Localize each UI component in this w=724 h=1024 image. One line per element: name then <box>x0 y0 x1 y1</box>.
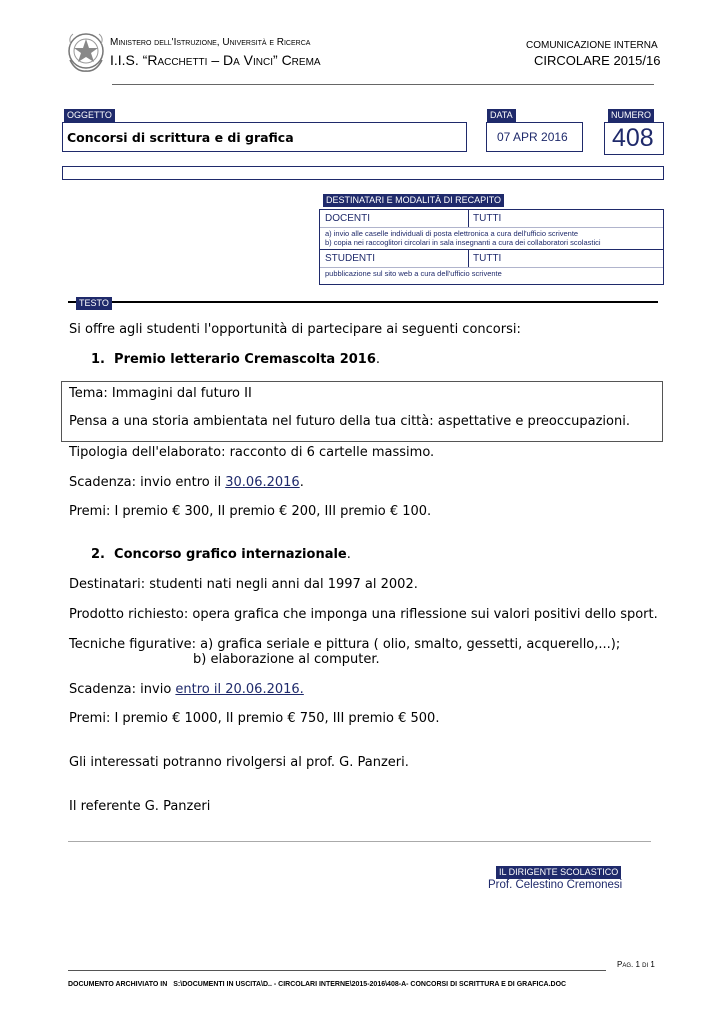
group-docenti-note-a: a) invio alle caselle individuali di posta elettronica a cura dell'ufficio scrivente <box>325 229 579 238</box>
contact-text: Gli interessati potranno rivolgersi al prof. G. Panzeri. <box>69 755 409 770</box>
page-number: Pag. 1 di 1 <box>617 960 655 969</box>
recipients-row-line-1 <box>320 227 663 228</box>
contest1-heading <box>91 352 380 367</box>
contest1-scadenza-end: . <box>299 475 304 490</box>
testo-label: TESTO <box>76 297 112 310</box>
contest2-title: Concorso grafico internazionale <box>114 547 347 562</box>
group-docenti-scope: TUTTI <box>473 213 502 224</box>
signature-name: Prof. Celestino Cremonesi <box>488 879 623 891</box>
group-docenti-note-b: b) copia nei raccoglitori circolari in sala insegnanti a cura dei collaboratori scolastici <box>325 238 601 247</box>
contest1-scadenza-date: 30.06.2016 <box>225 475 300 490</box>
contest1-premi: Premi: I premio € 300, II premio € 200, III premio € 100. <box>69 504 432 519</box>
recipients-col-line-2 <box>468 250 469 267</box>
group-studenti-note: pubblicazione sul sito web a cura dell'ufficio scrivente <box>325 269 502 278</box>
referente-text: Il referente G. Panzeri <box>69 799 211 814</box>
contest2-destinatari: Destinatari: studenti nati negli anni dal 1997 al 2002. <box>69 577 418 592</box>
contest1-title-end: . <box>375 352 381 367</box>
contest1-scadenza <box>69 475 304 490</box>
data-value: 07 APR 2016 <box>497 130 568 144</box>
contest2-tecniche-b: b) elaborazione al computer. <box>193 652 380 667</box>
numero-label: NUMERO <box>608 109 654 122</box>
closing-rule <box>68 841 651 842</box>
contest2-scadenza-date: entro il 20.06.2016. <box>175 682 304 697</box>
contest2-title-end: . <box>346 547 351 562</box>
comm-type: COMUNICAZIONE INTERNA <box>526 40 658 51</box>
contest1-number: 1. <box>91 352 105 367</box>
contest1-theme-box <box>61 381 663 442</box>
data-label: DATA <box>487 109 516 122</box>
recipients-title: DESTINATARI E MODALITÀ DI RECAPITO <box>323 194 504 207</box>
numero-value: 408 <box>612 124 654 152</box>
archive-line <box>68 981 566 988</box>
contest2-scadenza <box>69 682 304 697</box>
school-name: I.I.S. “Racchetti – Da Vinci” Crema <box>110 52 321 68</box>
testo-rule <box>68 301 658 303</box>
recipients-divider <box>320 249 663 250</box>
spacer-strip <box>62 166 664 180</box>
footer-rule <box>68 970 606 971</box>
contest2-heading <box>91 547 351 562</box>
data-box <box>486 122 583 152</box>
contest2-tecniche-a: Tecniche figurative: a) grafica seriale e pittura ( olio, smalto, gessetti, acquerello,...); <box>69 637 621 652</box>
ministry-name: Ministero dell'Istruzione, Università e Ricerca <box>110 37 311 48</box>
contest2-scadenza-prefix: Scadenza: invio <box>69 682 176 697</box>
recipients-table <box>319 209 664 285</box>
contest1-tipologia: Tipologia dell'elaborato: racconto di 6 cartelle massimo. <box>69 445 435 460</box>
recipients-row-line-2 <box>320 267 663 268</box>
contest2-number: 2. <box>91 547 105 562</box>
group-studenti-name: STUDENTI <box>325 253 375 264</box>
oggetto-label: OGGETTO <box>64 109 115 122</box>
group-studenti-scope: TUTTI <box>473 253 502 264</box>
signature-role: IL DIRIGENTE SCOLASTICO <box>496 866 621 879</box>
oggetto-box <box>62 122 467 152</box>
contest2-premi: Premi: I premio € 1000, II premio € 750, III premio € 500. <box>69 711 440 726</box>
oggetto-value: Concorsi di scrittura e di grafica <box>67 130 294 145</box>
contest1-description: Pensa a una storia ambientata nel futuro della tua città: aspettative e preoccupazioni. <box>69 414 630 429</box>
archive-path: S:\DOCUMENTI IN USCITA\D.. - CIRCOLARI INTERNE\2015-2016\408-A- CONCORSI DI SCRITTURA E DI GRAFICA.DOC <box>173 981 567 988</box>
archive-prefix: DOCUMENTO ARCHIVIATO IN <box>68 981 168 988</box>
header-rule <box>112 84 654 85</box>
contest1-scadenza-prefix: Scadenza: invio entro il <box>69 475 226 490</box>
emblem-icon <box>66 30 106 74</box>
intro-text: Si offre agli studenti l'opportunità di partecipare ai seguenti concorsi: <box>69 322 521 337</box>
circolare-label: CIRCOLARE 2015/16 <box>534 53 661 68</box>
recipients-col-line-1 <box>468 210 469 227</box>
group-docenti-name: DOCENTI <box>325 213 370 224</box>
contest2-prodotto: Prodotto richiesto: opera grafica che imponga una riflessione sui valori positivi dello sport. <box>69 607 658 622</box>
contest1-title: Premio letterario Cremascolta 2016 <box>114 352 376 367</box>
contest1-tema: Tema: Immagini dal futuro II <box>69 386 252 401</box>
numero-box <box>604 122 664 155</box>
